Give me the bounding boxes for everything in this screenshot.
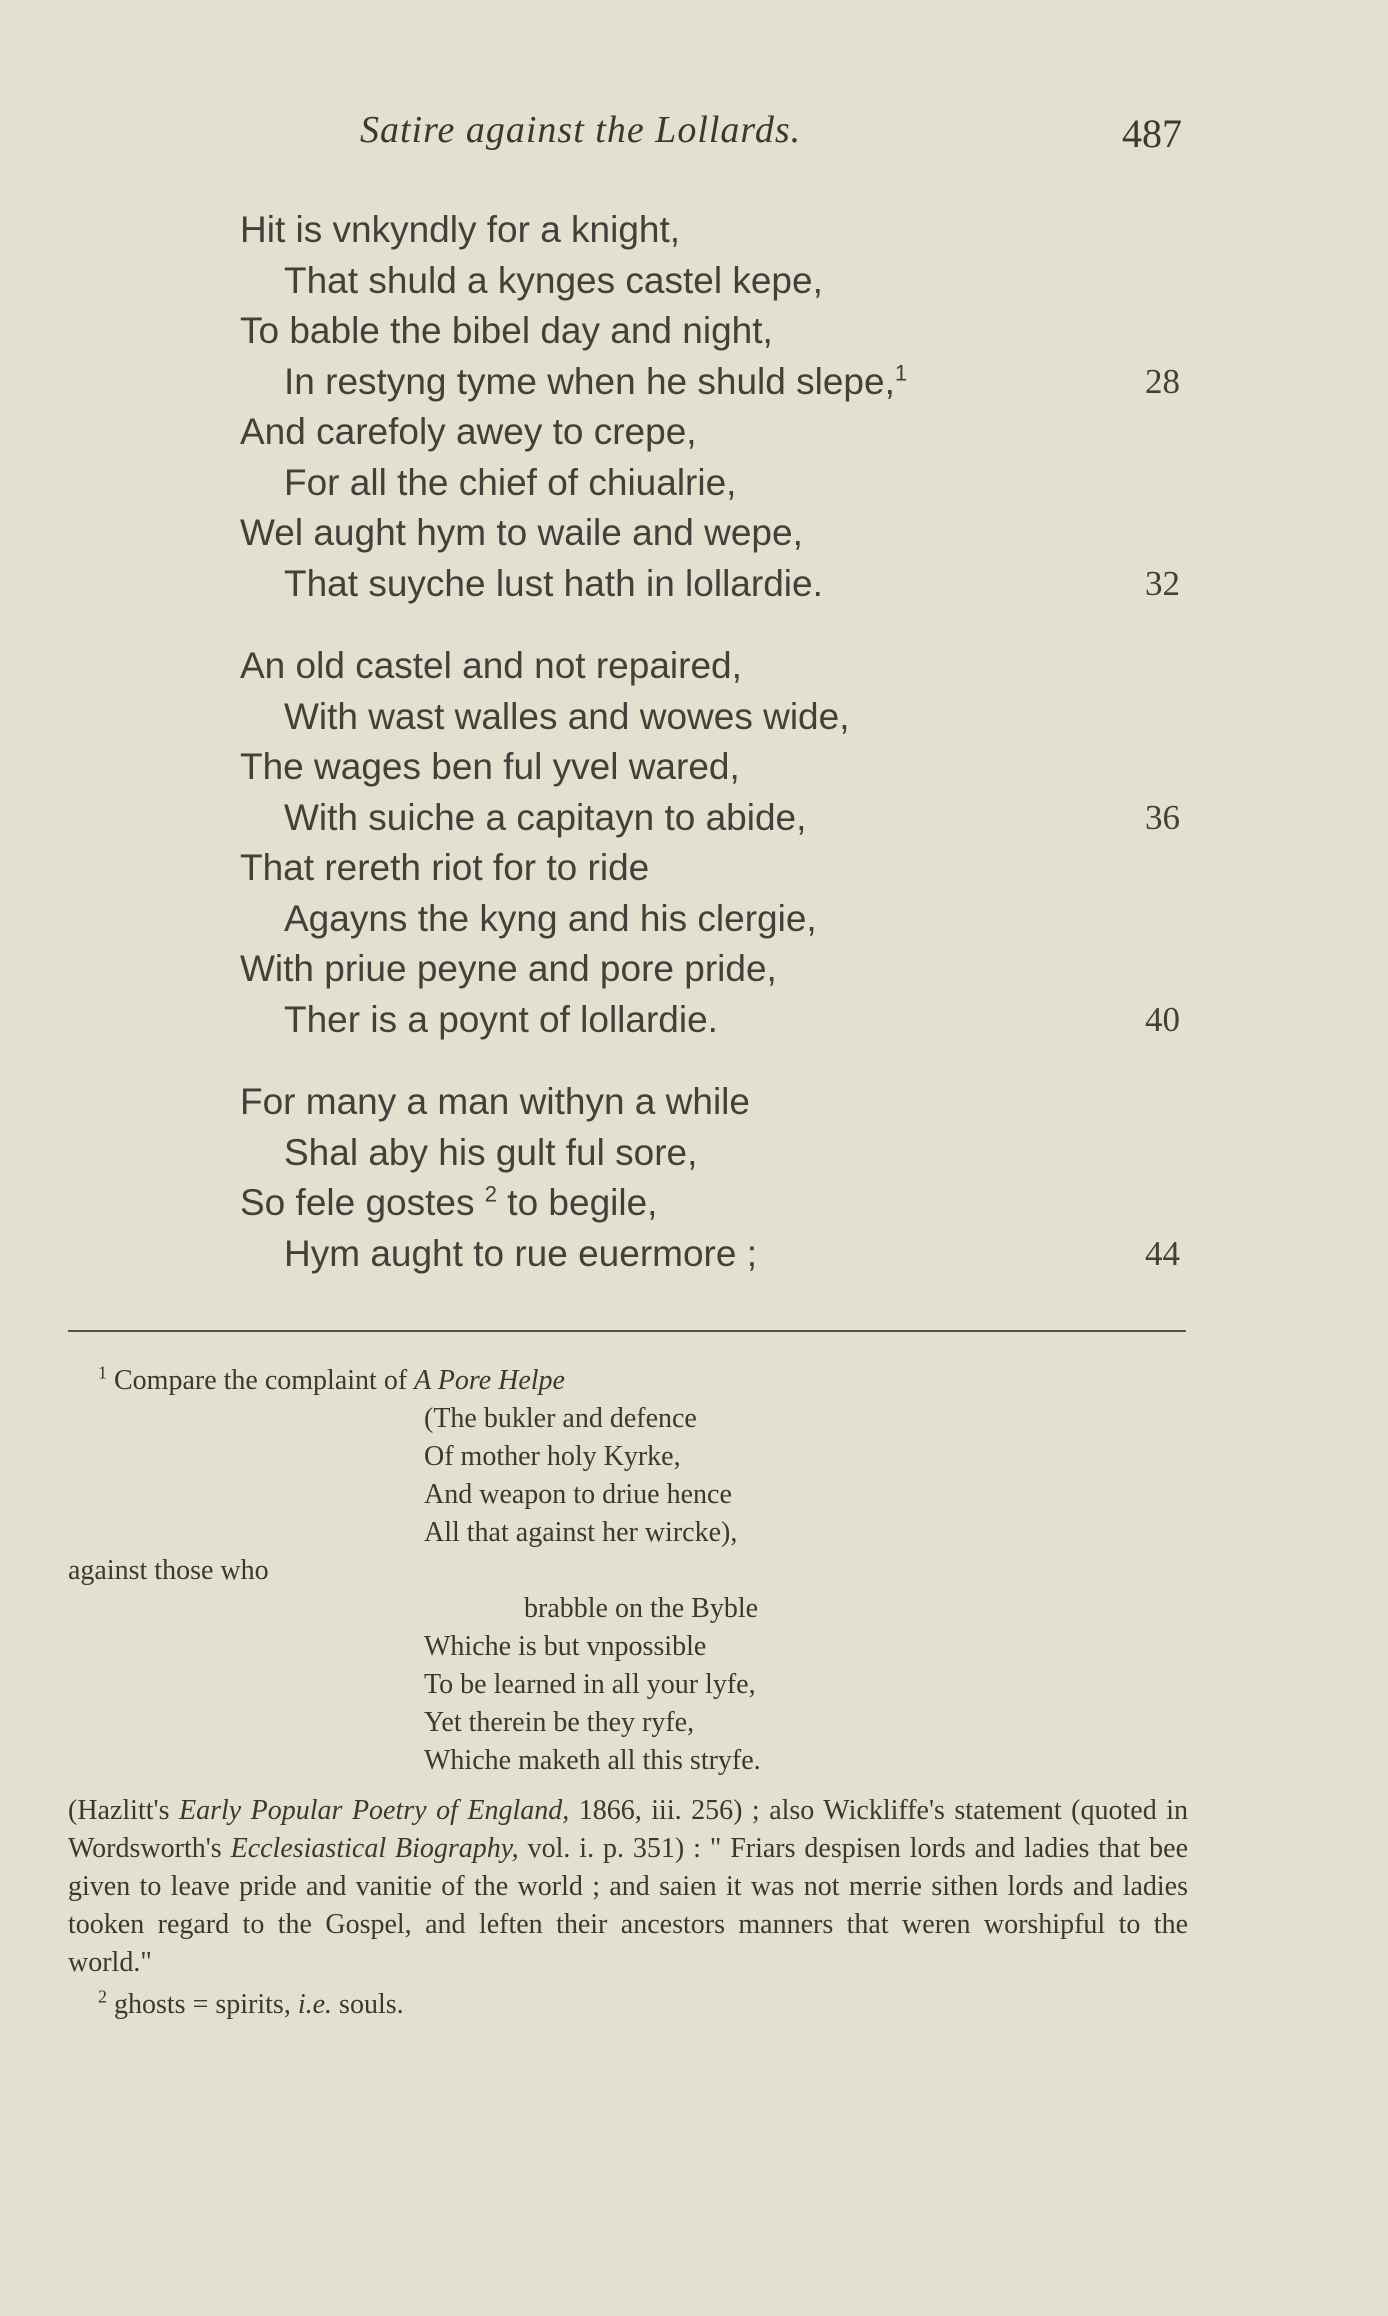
footnote-text: against those who [68, 1555, 269, 1586]
poem-line-text: Agayns the kyng and his clergie, [284, 897, 817, 939]
footnote-text: 1866, iii. 256) ; also Wickliffe's statement (quoted in Wordsworth's [68, 1795, 1188, 1864]
footnote-text: Compare the complaint of [114, 1365, 408, 1396]
poem-line [240, 843, 1200, 894]
quote-line: And weapon to driue hence [424, 1479, 732, 1510]
line-number: 36 [1145, 797, 1180, 837]
quote-line: All that against her wircke), [424, 1517, 738, 1548]
quote-line: (The bukler and defence [424, 1403, 697, 1434]
poem-line [240, 1229, 1200, 1280]
poem-line-text: That shuld a kynges castel kepe, [284, 259, 823, 301]
quote-line: Whiche is but vnpossible [424, 1631, 707, 1662]
poem-line-text: With suiche a capitayn to abide, [284, 796, 807, 838]
poem [240, 205, 1200, 1311]
footnotes [68, 1362, 1188, 2024]
quote-block [424, 1590, 1188, 1780]
stanza [240, 641, 1200, 1045]
poem-line-text: That suyche lust hath in lollardie. [284, 562, 823, 604]
footnote-text: (Hazlitt's [68, 1795, 170, 1826]
poem-line-text: Wel aught hym to waile and wepe, [240, 512, 803, 553]
line-number: 40 [1145, 999, 1180, 1039]
poem-line-text: Hit is vnkyndly for a knight, [240, 209, 681, 250]
poem-line [240, 458, 1200, 509]
poem-line-text: An old castel and not repaired, [240, 645, 742, 686]
poem-line-text: For many a man withyn a while [240, 1081, 750, 1122]
poem-line-text: Ther is a poynt of lollardie. [284, 998, 718, 1040]
footnote-reference: 1 [894, 360, 908, 386]
footnote-text: ghosts = spirits, [114, 1989, 291, 2020]
footnote-reference: 2 [484, 1181, 498, 1207]
poem-line [240, 894, 1200, 945]
poem-line [240, 742, 1200, 793]
line-number: 44 [1145, 1233, 1180, 1273]
source-title: A Pore Helpe [414, 1365, 565, 1396]
poem-line-text: To bable the bibel day and night, [240, 310, 773, 351]
line-number: 28 [1145, 361, 1180, 401]
footnote-text: i.e. [297, 1989, 333, 2020]
footnote-text: vol. i. p. 351) : " Friars despisen lords and ladies that bee given to leave pride and vanitie of the world ; and saien it was not merrie sithen lords and ladies tooken regard to the Gospel, and leften their ancestors manners that weren worshipful to the world." [68, 1833, 1189, 1978]
quote-block [424, 1400, 1188, 1552]
poem-line [240, 944, 1200, 995]
poem-line [240, 641, 1200, 692]
poem-line-text: With wast walles and wowes wide, [284, 695, 850, 737]
quote-line: Yet therein be they ryfe, [424, 1707, 695, 1738]
poem-line [240, 508, 1200, 559]
poem-line [240, 1128, 1200, 1179]
poem-line [240, 205, 1200, 256]
footnote-1 [68, 1362, 1188, 1400]
footnote-marker: 2 [98, 1986, 107, 2007]
poem-line-text: The wages ben ful yvel wared, [240, 746, 740, 787]
poem-line [240, 1178, 1200, 1229]
poem-line-text: So fele gostes $^2$ to begile, [240, 1181, 658, 1223]
quote-line: brabble on the Byble [524, 1593, 759, 1624]
footnote-rule [68, 1330, 1186, 1332]
poem-line [240, 306, 1200, 357]
poem-line-text: In restyng tyme when he shuld slepe, [284, 360, 895, 402]
poem-line-text: Hym aught to rue euermore ; [284, 1232, 757, 1274]
poem-line-text: For all the chief of chiualrie, [284, 461, 737, 503]
poem-line-text: That rereth riot for to ride [240, 847, 650, 888]
poem-line [240, 1077, 1200, 1128]
poem-line [240, 407, 1200, 458]
poem-line [240, 256, 1200, 307]
footnote-2 [68, 1986, 1188, 2024]
poem-line-text: With priue peyne and pore pride, [240, 948, 777, 989]
stanza [240, 205, 1200, 609]
poem-line [240, 995, 1200, 1046]
poem-line [240, 793, 1200, 844]
poem-line [240, 692, 1200, 743]
quote-line: Whiche maketh all this stryfe. [424, 1745, 761, 1776]
page-number: 487 [1122, 111, 1182, 156]
stanza [240, 1077, 1200, 1279]
quote-line: To be learned in all your lyfe, [424, 1669, 756, 1700]
quote-line: Of mother holy Kyrke, [424, 1441, 681, 1472]
line-number: 32 [1145, 563, 1180, 603]
source-title: Ecclesiastical Biography, [230, 1833, 519, 1864]
footnote-text: souls. [339, 1989, 404, 2020]
poem-line-text: And carefoly awey to crepe, [240, 411, 697, 452]
source-title: Early Popular Poetry of England, [178, 1795, 570, 1826]
footnote-marker: 1 [98, 1362, 107, 1383]
running-title: Satire against the Lollards. [360, 109, 802, 151]
footnote-paragraph [68, 1792, 1188, 1982]
poem-line [240, 357, 1200, 408]
poem-line [240, 559, 1200, 610]
poem-line-text: Shal aby his gult ful sore, [284, 1131, 698, 1173]
